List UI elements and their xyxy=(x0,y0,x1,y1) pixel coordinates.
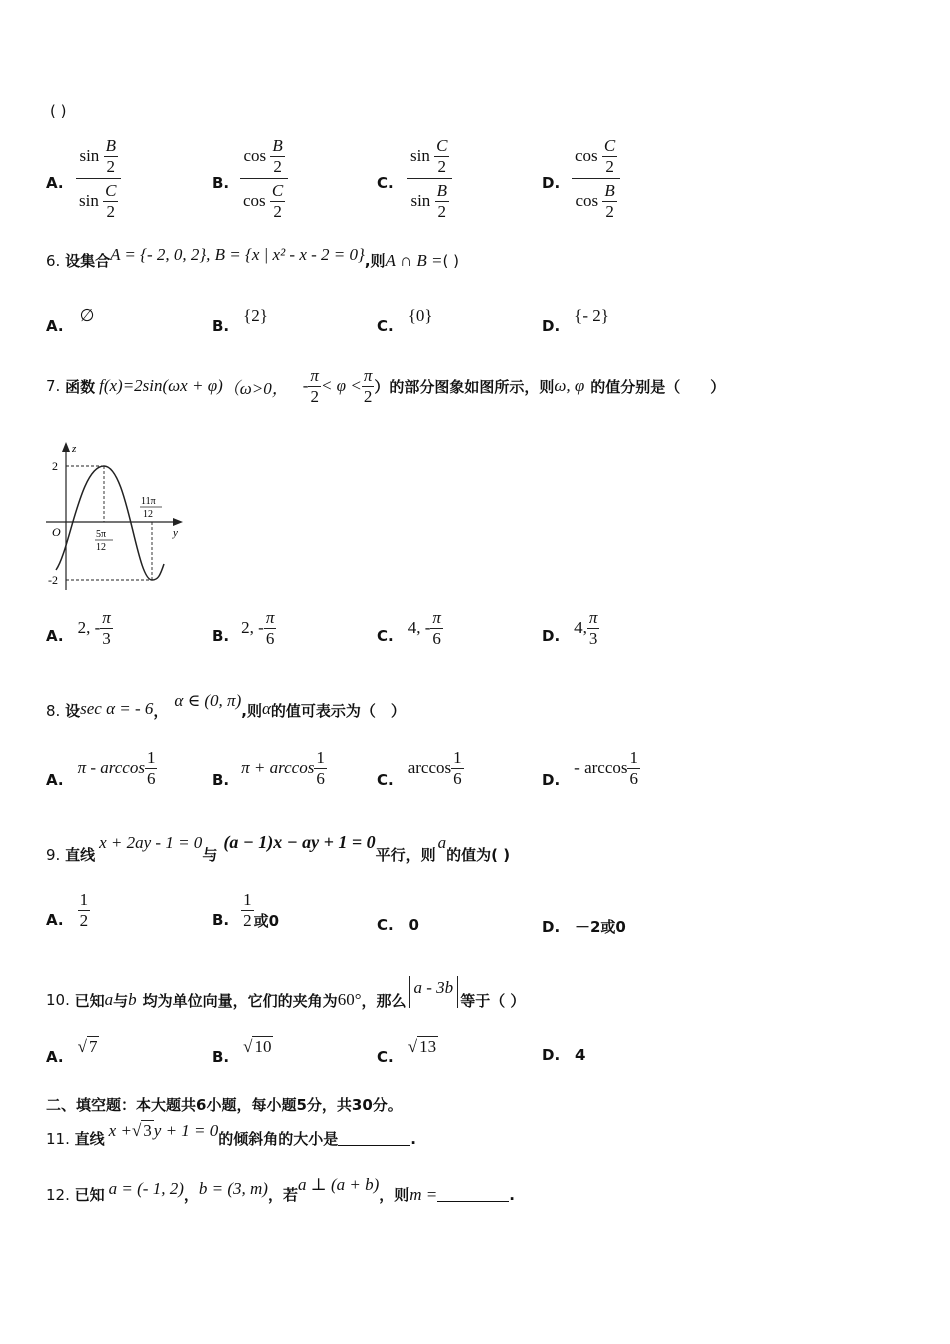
question-number: 6. xyxy=(46,252,61,270)
question-text: ， xyxy=(153,702,169,720)
question-text: 设集合 xyxy=(65,252,111,270)
q8-option-c: C. arccos $\frac{1}{6}$ xyxy=(377,748,462,790)
period: . xyxy=(410,1129,416,1148)
answer-blank[interactable] xyxy=(338,1131,410,1146)
set-b: , B = {x | x² - x - 2 = 0} xyxy=(206,245,365,264)
answer-blank[interactable] xyxy=(437,1187,509,1202)
question-text: 均为单位向量，它们的夹角为 xyxy=(142,991,338,1010)
alpha-range: α ∈ (0, π) xyxy=(174,690,242,710)
line-expr-part: y + 1 = 0 xyxy=(153,1120,219,1140)
question-text: ,则 xyxy=(364,252,386,270)
q7-option-a: A. 2, - $\frac{\pi}{3}$ xyxy=(46,608,111,648)
vertical-axis-arrow-icon xyxy=(62,442,70,452)
q8-option-b: B. π + arccos $\frac{1}{6}$ xyxy=(212,748,325,790)
vector-b: b = (3, m) xyxy=(198,1178,268,1198)
question-number: 12. xyxy=(46,1185,70,1204)
q7-option-c: C. 4, - $\frac{\pi}{6}$ xyxy=(377,608,441,648)
neg-pi-over-2: $\frac{\pi}{2}$ xyxy=(310,366,319,406)
question-number: 10. xyxy=(46,991,70,1009)
option-label: B. xyxy=(212,174,230,192)
q12-stem xyxy=(46,1174,515,1204)
option-fraction: cos $\frac{B}{2}$ cos $\frac{C}{2}$ xyxy=(240,136,288,221)
q6-option-c: C.{0} xyxy=(377,306,433,335)
x1-den-label: 12 xyxy=(96,542,106,553)
option-label: A. xyxy=(46,174,64,192)
omega-condition: （ω>0， xyxy=(222,378,289,398)
question-text: 的值分别是（ ） xyxy=(590,377,726,396)
option-fraction: sin $\frac{C}{2}$ sin $\frac{B}{2}$ xyxy=(407,136,452,221)
q7-option-d: D. 4, $\frac{\pi}{3}$ xyxy=(542,608,598,648)
q11-stem: 11. 直线 x + √ 3 y + 1 = 0 的倾斜角的大小是 . xyxy=(46,1120,416,1148)
question-text: 直线 xyxy=(65,846,96,864)
ymin-label: -2 xyxy=(48,573,58,587)
vector-b: b xyxy=(128,990,137,1009)
axis-label-z: z xyxy=(72,443,77,455)
sqrt-radicand: 3 xyxy=(143,1121,152,1140)
q10-option-d: D. 4 xyxy=(542,1046,586,1064)
set-a: A = {- 2, 0, 2} xyxy=(110,245,207,264)
question-text: ，若 xyxy=(267,1186,298,1204)
period: . xyxy=(509,1185,515,1204)
question-text: ）的部分图象如图所示，则 xyxy=(374,377,555,396)
q6-stem xyxy=(46,245,459,271)
perpendicular-condition: a ⊥ (a + b) xyxy=(297,1174,380,1194)
q10-option-a: A. √ 7 xyxy=(46,1037,98,1066)
option-label: D. xyxy=(542,174,561,192)
question-text: ，则 xyxy=(379,1186,410,1204)
variable-a: a xyxy=(437,832,447,852)
q9-option-b: B. $\frac{1}{2}$ 或0 xyxy=(212,890,280,930)
question-number: 8. xyxy=(46,701,61,720)
question-text: 设 xyxy=(65,702,81,720)
axis-label-y: y xyxy=(173,527,178,539)
minus-sign: - xyxy=(302,376,309,396)
q9-stem xyxy=(46,832,511,864)
question-text: 与 xyxy=(113,991,129,1010)
q10-option-b: B. √ 10 xyxy=(212,1037,272,1066)
question-text: 的值为( ) xyxy=(446,846,511,864)
sine-curve xyxy=(56,466,164,580)
q8-option-a: A. π - arccos $\frac{1}{6}$ xyxy=(46,748,156,790)
q7-option-b: B. 2, - $\frac{\pi}{6}$ xyxy=(212,608,275,648)
question-number: 11. xyxy=(46,1129,70,1148)
m-expr: m = xyxy=(409,1184,438,1204)
phi-inequality: < φ < xyxy=(320,376,362,396)
horizontal-axis-arrow-icon xyxy=(173,518,183,526)
section-heading: 二、填空题：本大题共6小题，每小题5分，共30分。 xyxy=(46,1096,403,1114)
q6-option-b: B.{2} xyxy=(212,306,268,335)
magnitude-expr: a - 3b xyxy=(409,976,459,1008)
q10-stem xyxy=(46,976,525,1008)
question-number: 7. xyxy=(46,377,61,396)
answer-paren: ( ) xyxy=(442,252,459,270)
q9-option-c: C. 0 xyxy=(377,916,419,934)
q8-option-d: D. - arccos $\frac{1}{6}$ xyxy=(542,748,638,790)
q9-option-d: D. －2或0 xyxy=(542,918,626,936)
omega-phi: ω, φ xyxy=(554,376,585,396)
top-paren: ( ) xyxy=(50,102,67,120)
alpha: α xyxy=(261,698,271,718)
origin-label: O xyxy=(52,525,61,539)
x1-num-label: 5π xyxy=(96,529,107,540)
question-text: 已知 xyxy=(74,1186,105,1204)
sec-expr: sec α = - 6 xyxy=(80,698,154,718)
q6-option-a: A.∅ xyxy=(46,306,95,335)
line-expr-part: x + xyxy=(108,1120,132,1140)
separator: ， xyxy=(183,1186,199,1204)
question-text: 已知 xyxy=(74,991,105,1010)
line-2: (a − 1)x − ay + 1 = 0 xyxy=(223,832,376,852)
question-text: 等于（ ） xyxy=(460,991,526,1010)
question-text: 的值可表示为（ ） xyxy=(270,702,406,720)
question-text: 直线 xyxy=(74,1130,105,1148)
vector-a: a = (- 1, 2) xyxy=(108,1178,184,1198)
angle: 60° xyxy=(337,990,362,1009)
question-text: 与 xyxy=(202,846,218,864)
question-text: 的倾斜角的大小是 xyxy=(218,1130,339,1148)
q7-stem xyxy=(46,366,725,406)
x2-num-label: 11π xyxy=(141,496,156,507)
question-text: ,则 xyxy=(241,702,262,720)
function-expr: f(x)=2sin(ωx + φ) xyxy=(99,376,223,396)
question-text: 平行，则 xyxy=(375,846,436,864)
ymax-label: 2 xyxy=(52,459,58,473)
option-label: C. xyxy=(377,174,394,192)
question-number: 9. xyxy=(46,845,61,864)
question-text: 函数 xyxy=(65,377,96,396)
question-text: ，那么 xyxy=(361,991,407,1010)
vector-a: a xyxy=(104,990,114,1009)
pi-over-2: $\frac{\pi}{2}$ xyxy=(363,366,373,406)
q9-option-a: A. $\frac{1}{2}$ xyxy=(46,890,89,930)
x2-den-label: 12 xyxy=(143,509,153,520)
intersection-expr: A ∩ B = xyxy=(385,251,443,270)
option-fraction: cos $\frac{C}{2}$ cos $\frac{B}{2}$ xyxy=(572,136,620,221)
line-1: x + 2ay - 1 = 0 xyxy=(99,832,203,852)
sine-graph xyxy=(40,440,190,592)
q6-option-d: D.{- 2} xyxy=(542,306,609,335)
option-fraction: sin $\frac{B}{2}$ sin $\frac{C}{2}$ xyxy=(76,136,121,221)
q10-option-c: C. √ 13 xyxy=(377,1037,437,1066)
q8-stem xyxy=(46,690,406,720)
